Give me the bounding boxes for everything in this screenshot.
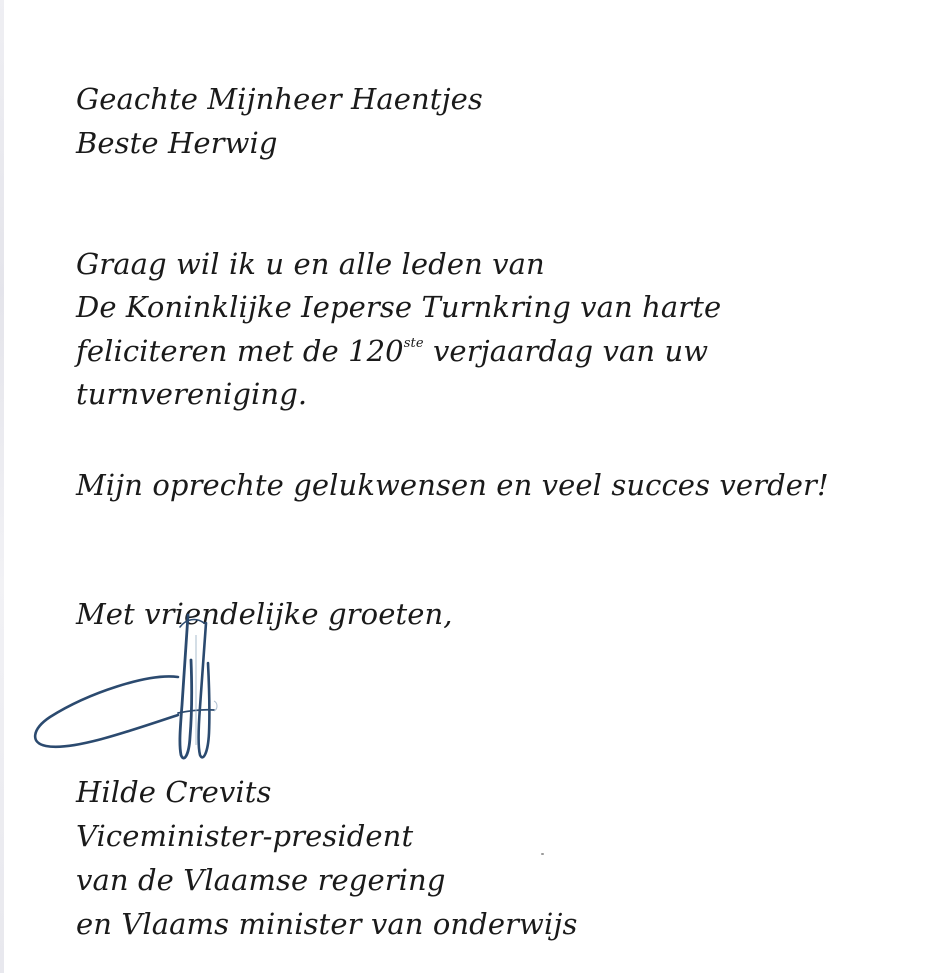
handwritten-signature [28, 605, 248, 785]
salutation-line-2: Beste Herwig [76, 126, 278, 160]
signatory-name: Hilde Crevits [76, 775, 272, 809]
signatory-title-3: en Vlaams minister van onderwijs [76, 907, 578, 941]
paper-speck [541, 853, 544, 855]
body-line-4: turnvereniging. [76, 377, 308, 411]
signatory-title-1: Viceminister-president [76, 819, 414, 853]
salutation-line-1: Geachte Mijnheer Haentjes [76, 82, 483, 116]
body-line-3-after: verjaardag van uw [423, 334, 709, 368]
body-line-2: De Koninklijke Ieperse Turnkring van harte [76, 290, 722, 324]
closing-line: Met vriendelijke groeten, [76, 597, 453, 631]
wishes-line: Mijn oprechte gelukwensen en veel succes verder! [76, 468, 829, 502]
ordinal-suffix: ste [403, 336, 424, 351]
body-line-3 [76, 334, 709, 368]
body-line-3-before: feliciteren met de 120 [76, 334, 404, 368]
body-line-1: Graag wil ik u en alle leden van [76, 247, 545, 281]
signatory-title-2: van de Vlaamse regering [76, 863, 446, 897]
page-edge-shadow [0, 0, 4, 973]
